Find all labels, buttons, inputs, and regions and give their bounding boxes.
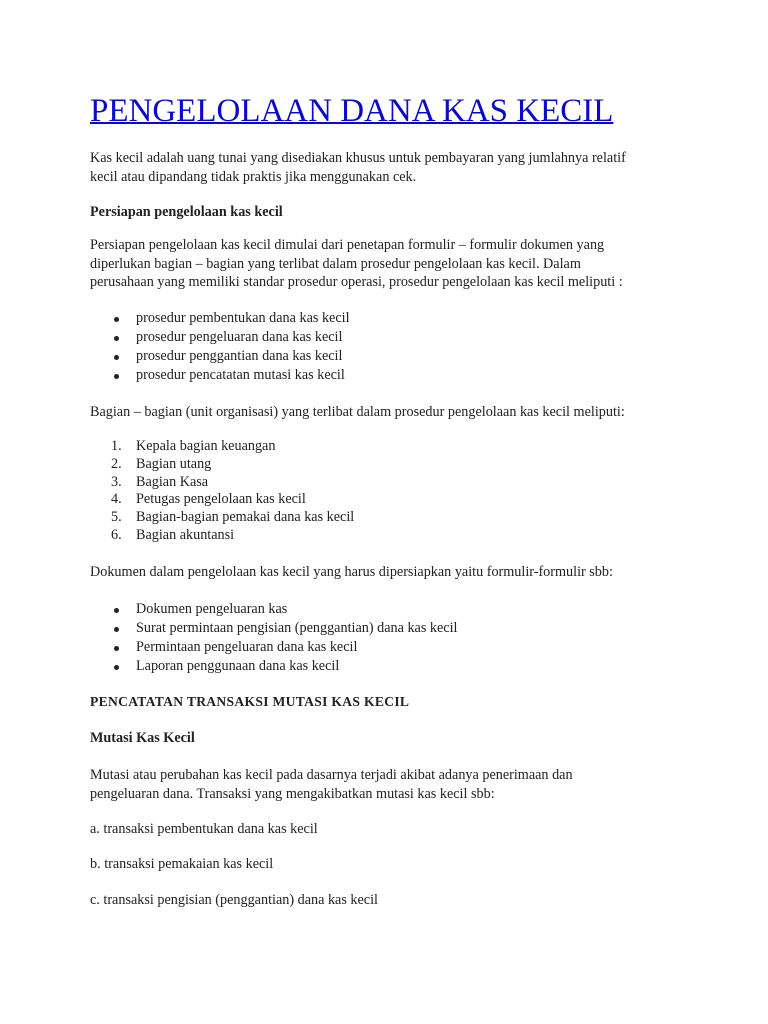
list-number: 3. <box>111 473 122 490</box>
list-number: 1. <box>111 438 122 454</box>
list-item <box>90 600 690 619</box>
list-number: 4. <box>111 491 122 508</box>
list-item <box>90 527 690 545</box>
list-item <box>90 491 690 509</box>
text-line: diperlukan bagian – bagian yang terlibat dalam prosedur pengelolaan kas kecil. Dalam <box>90 255 581 272</box>
procedure-list <box>90 309 690 385</box>
list-item-text: Bagian utang <box>136 455 212 472</box>
paragraph: Bagian – bagian (unit organisasi) yang terlibat dalam prosedur pengelolaan kas kecil meliputi: <box>90 404 625 420</box>
list-item <box>90 638 690 657</box>
list-item-text: Permintaan pengeluaran dana kas kecil <box>136 639 358 655</box>
transaction-item: b. transaksi pemakaian kas kecil <box>90 856 274 872</box>
list-item-text: prosedur penggantian dana kas kecil <box>136 348 343 364</box>
bullet-icon <box>114 336 119 341</box>
list-number: 6. <box>111 526 122 543</box>
list-item <box>90 347 690 366</box>
list-item-text: Surat permintaan pengisian (penggantian) dana kas kecil <box>136 620 458 636</box>
list-item-text: Laporan penggunaan dana kas kecil <box>136 658 340 674</box>
list-item-text: Petugas pengelolaan kas kecil <box>136 491 306 508</box>
bullet-icon <box>114 374 119 379</box>
paragraph: Dokumen dalam pengelolaan kas kecil yang harus dipersiapkan yaitu formulir-formulir sbb: <box>90 564 613 580</box>
list-item-text: Bagian Kasa <box>136 473 209 490</box>
bullet-icon <box>114 627 119 632</box>
bullet-icon <box>114 355 119 360</box>
text-line: Persiapan pengelolaan kas kecil dimulai dari penetapan formulir – formulir dokumen yang <box>90 237 605 253</box>
documents-list <box>90 600 690 676</box>
bullet-icon <box>114 665 119 670</box>
list-item <box>90 328 690 347</box>
list-item <box>90 438 690 456</box>
paragraph <box>90 236 690 292</box>
paragraph <box>90 766 690 803</box>
list-item-text: prosedur pencatatan mutasi kas kecil <box>136 367 345 383</box>
section-heading: PENCATATAN TRANSAKSI MUTASI KAS KECIL <box>90 694 410 709</box>
section-heading: Persiapan pengelolaan kas kecil <box>90 204 283 220</box>
bullet-icon <box>114 317 119 322</box>
text-line: kecil atau dipandang tidak praktis jika menggunakan cek. <box>90 168 417 185</box>
list-item <box>90 619 690 638</box>
list-item <box>90 366 690 385</box>
list-item <box>90 474 690 492</box>
text-line: perusahaan yang memiliki standar prosedur operasi, prosedur pengelolaan kas kecil meliputi : <box>90 274 623 290</box>
list-item <box>90 309 690 328</box>
text-line: Kas kecil adalah uang tunai yang disediakan khusus untuk pembayaran yang jumlahnya relatif <box>90 150 626 166</box>
transaction-item: c. transaksi pengisian (penggantian) dana kas kecil <box>90 892 378 908</box>
list-item-text: Bagian-bagian pemakai dana kas kecil <box>136 509 355 526</box>
list-item <box>90 456 690 474</box>
bullet-icon <box>114 608 119 613</box>
list-item-text: Bagian akuntansi <box>136 526 235 543</box>
list-number: 2. <box>111 455 122 472</box>
text-line: Mutasi atau perubahan kas kecil pada dasarnya terjadi akibat adanya penerimaan dan <box>90 767 573 783</box>
list-item <box>90 509 690 527</box>
subsection-heading: Mutasi Kas Kecil <box>90 730 195 746</box>
list-item-text: Dokumen pengeluaran kas <box>136 601 288 617</box>
units-list <box>90 438 690 545</box>
transaction-item: a. transaksi pembentukan dana kas kecil <box>90 821 318 837</box>
list-item-text: prosedur pembentukan dana kas kecil <box>136 310 350 326</box>
list-item-text: Kepala bagian keuangan <box>136 438 276 454</box>
list-item <box>90 657 690 676</box>
page-title[interactable]: PENGELOLAAN DANA KAS KECIL <box>90 93 614 129</box>
list-item-text: prosedur pengeluaran dana kas kecil <box>136 329 343 345</box>
intro-paragraph <box>90 149 690 186</box>
bullet-icon <box>114 646 119 651</box>
text-line: pengeluaran dana. Transaksi yang mengakibatkan mutasi kas kecil sbb: <box>90 785 495 802</box>
list-number: 5. <box>111 509 122 526</box>
